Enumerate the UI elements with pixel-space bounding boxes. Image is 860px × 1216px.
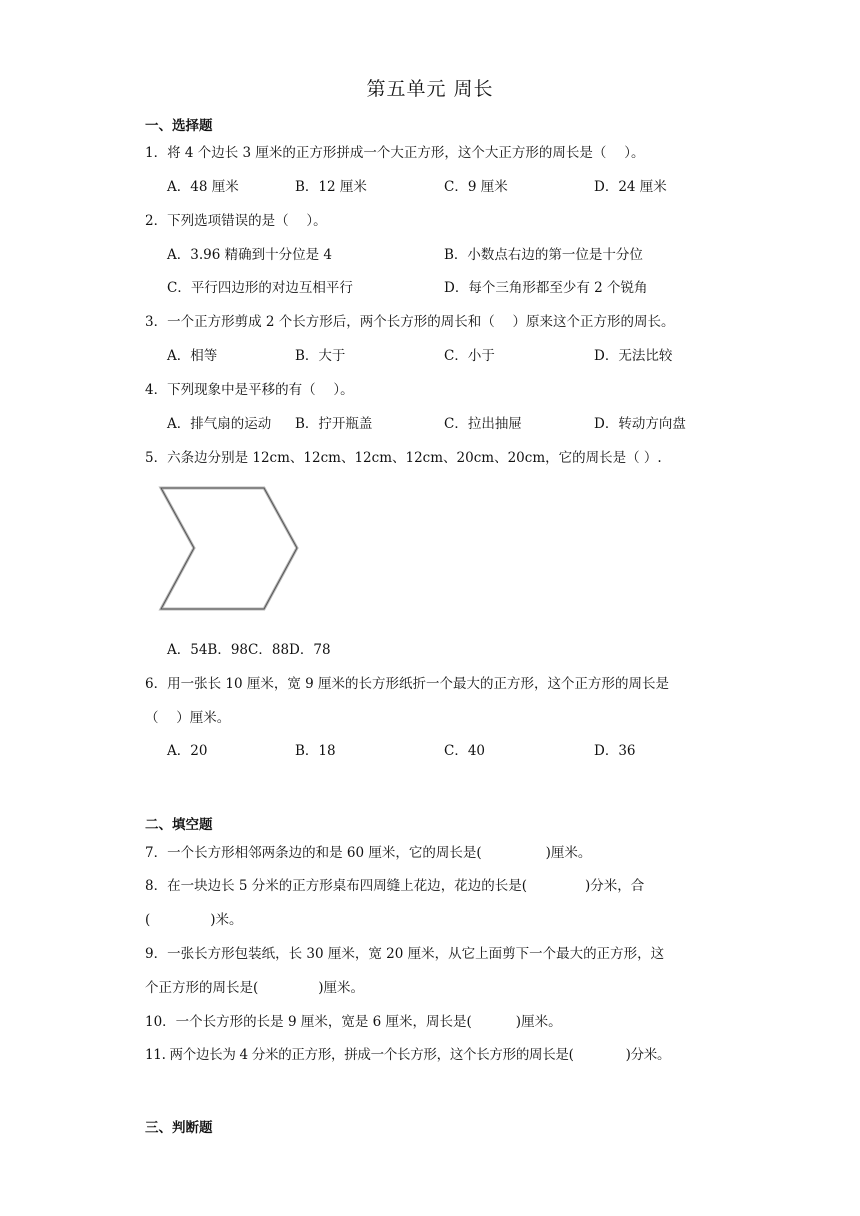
question-3: 3．一个正方形剪成 2 个长方形后，两个长方形的周长和（ ）原来这个正方形的周长。	[145, 314, 675, 330]
q6-option-a: A．20	[167, 743, 208, 759]
q2-option-b: B．小数点右边的第一位是十分位	[444, 247, 643, 263]
q4-option-a: A．排气扇的运动	[167, 416, 272, 432]
question-9-line-1: 9．一张长方形包装纸，长 30 厘米，宽 20 厘米，从它上面剪下一个最大的正方形，这	[145, 946, 665, 962]
q1-option-b: B．12 厘米	[295, 179, 367, 195]
chevron-hexagon-figure	[152, 478, 302, 618]
q10-text-before: 10．一个长方形的长是 9 厘米，宽是 6 厘米，周长是(	[145, 1014, 472, 1030]
q5-options: A．54B．98C．88D．78	[167, 642, 331, 658]
q7-text-before: 7．一个长方形相邻两条边的和是 60 厘米，它的周长是(	[145, 845, 482, 861]
q9-text-after: )厘米。	[318, 980, 365, 996]
q1-option-a: A．48 厘米	[167, 179, 239, 195]
question-2: 2．下列选项错误的是（ ）。	[145, 213, 327, 229]
q11-text-before: 11. 两个边长为 4 分米的正方形，拼成一个长方形，这个长方形的周长是(	[145, 1047, 574, 1063]
q3-option-c: C．小于	[444, 348, 495, 364]
question-6-line-1: 6．用一张长 10 厘米，宽 9 厘米的长方形纸折一个最大的正方形，这个正方形的周长是	[145, 676, 670, 692]
q1-option-c: C．9 厘米	[444, 179, 508, 195]
page-title: 第五单元 周长	[366, 78, 494, 100]
question-9-line-2	[145, 976, 364, 996]
q8-text-before: 8．在一块边长 5 分米的正方形桌布四周缝上花边，花边的长是(	[145, 878, 528, 894]
question-10	[145, 1010, 562, 1030]
question-7	[145, 841, 591, 861]
section-heading-true-false: 三、判断题	[145, 1120, 213, 1136]
section-heading-choice: 一、选择题	[145, 118, 213, 134]
question-6-line-2: （ ）厘米。	[145, 710, 231, 726]
q2-option-a: A．3.96 精确到十分位是 4	[167, 247, 332, 263]
q6-option-b: B．18	[295, 743, 336, 759]
q3-option-a: A．相等	[167, 348, 218, 364]
q4-option-b: B．拧开瓶盖	[295, 416, 373, 432]
question-8-line-2	[145, 908, 243, 928]
question-5: 5．六条边分别是 12cm、12cm、12cm、12cm、20cm、20cm，它的周长是（ ）.	[145, 450, 662, 466]
q11-text-after: )分米。	[625, 1047, 671, 1063]
question-8-line-1	[145, 874, 644, 894]
question-1: 1．将 4 个边长 3 厘米的正方形拼成一个大正方形，这个大正方形的周长是（ ）。	[145, 145, 645, 161]
question-4: 4．下列现象中是平移的有（ ）。	[145, 382, 354, 398]
q7-text-after: )厘米。	[545, 845, 592, 861]
q9-text-before: 个正方形的周长是(	[145, 980, 259, 996]
q4-option-d: D．转动方向盘	[594, 416, 686, 432]
q3-option-b: B．大于	[295, 348, 346, 364]
q6-option-c: C．40	[444, 743, 486, 759]
q6-option-d: D．36	[594, 743, 636, 759]
q8-text-open: (	[145, 912, 151, 928]
q4-option-c: C．拉出抽屉	[444, 416, 522, 432]
q8-text-after: )米。	[210, 912, 243, 928]
q10-text-after: )厘米。	[515, 1014, 562, 1030]
question-11	[145, 1043, 670, 1063]
q1-option-d: D．24 厘米	[594, 179, 667, 195]
q3-option-d: D．无法比较	[594, 348, 673, 364]
q8-text-middle: )分米，合	[585, 878, 645, 894]
section-heading-fill-blank: 二、填空题	[145, 817, 213, 833]
q2-option-c: C．平行四边形的对边互相平行	[167, 280, 353, 296]
q2-option-d: D．每个三角形都至少有 2 个锐角	[444, 280, 648, 296]
